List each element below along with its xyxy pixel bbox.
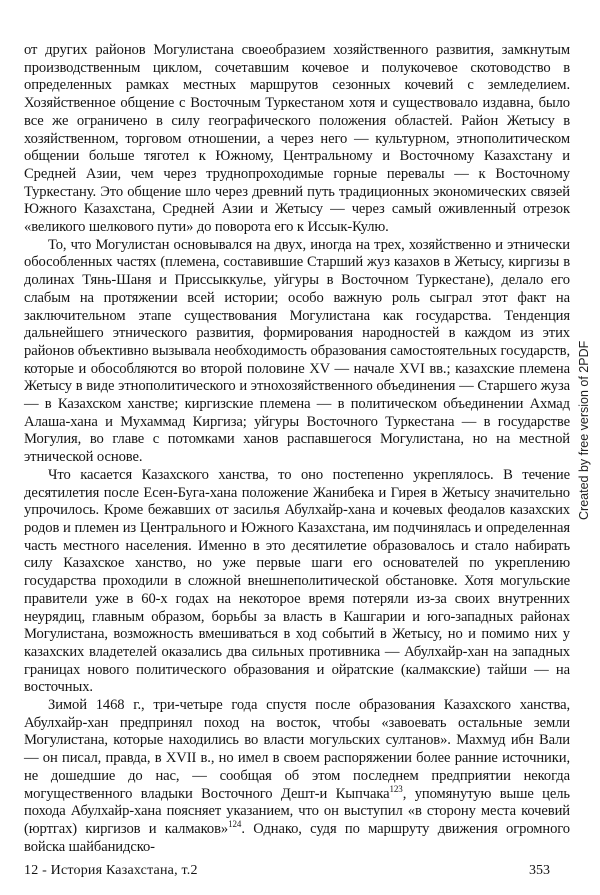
watermark: Created by free version of 2PDF [577, 340, 591, 520]
page-number: 353 [529, 863, 550, 878]
paragraph-2: То, что Могулистан основывался на двух, иногда на трех, хозяйственно и этнически обособленных частях (племена, составившие Старший жуз казахов в Жетысу, киргизы в долинах Тянь-Шаня и Приссыккулье, уйгуры в Восточном Туркестане), делало его слабым на протяжении всей истории; особо важную роль сыграл этот факт на заключительном этапе существования Могулистана как государства. Тенденция дальнейшего этнического развития, формирования народностей в каждом из этих районов объективно вызывала необходимость образования самостоятельных государств, которые и обособляются во второй половине XV — начале XVI вв.; казахские племена Жетысу в виде этнополитического и этнохозяйственного объединения — Старшего жуза — в Казахском ханстве; киргизские племена — в политическом объединении Ахмад Алаша-хана и Мухаммад Киргиза; уйгуры Восточного Туркестана — в государстве Могулия, во главе с потомками ханов распавшегося Могулистана, но на местной этнической основе. [24, 236, 570, 466]
footnote-ref-123: 123 [389, 783, 403, 794]
paragraph-1: от других районов Могулистана своеобразием хозяйственного развития, замкнутым производственным циклом, сочетавшим кочевое и полукочевое скотоводство в определенных рамках местных маршрутов сезонных кочевий с земледелием. Хозяйственное общение с Восточным Туркестаном хотя и существовало издавна, было все же ограничено в силу географического положения областей. Район Жетысу в хозяйственном, торговом отношении, а через него — культурном, этнополитическом общении больше тяготел к Южному, Центральному и Восточному Казахстану и Средней Азии, чем через труднопроходимые горные перевалы — к Восточному Туркестану. Это общение шло через древний путь традиционных экономических связей Южного Казахстана, Средней Азии и Жетысу — через самый оживленный отрезок «великого шелкового пути» до поворота его к Иссык-Кулю. [24, 42, 570, 236]
signature-mark: 12 - История Казахстана, т.2 [24, 863, 198, 878]
paragraph-4-part-a: Зимой 1468 г., три-четыре года спустя после образования Казахского ханства, Абулхайр-хан предпринял поход на восток, чтобы «завоевать остальные земли Могулистана, которые находились во власти могульских султанов». Махмуд ибн Вали — он писал, правда, в XVII в., но имел в своем распоряжении более ранние источники, не дошедшие до нас, — сообщая об этом последнем предприятии некогда могущественного владыки Восточного Дешт-и Кыпчака [24, 697, 570, 802]
paragraph-4 [24, 697, 570, 856]
body-text [24, 42, 570, 856]
paragraph-3: Что касается Казахского ханства, то оно постепенно укреплялось. В течение десятилетия после Есен-Буга-хана положение Жанибека и Гирея в Жетысу значительно упрочилось. Кроме бежавших от засилья Абулхайр-хана и кочевых феодалов казахских родов и племен из Центрального и Южного Казахстана, им подчинялась и определенная часть местного населения. Именно в это десятилетие образовалось и стало набирать силу Казахское ханство, но уже первые шаги его основателей по укреплению государства проходили в сложной внешнеполитической обстановке. Хотя могульские правители уже в 60-х годах на некоторое время потеряли из-за своих внутренних неурядиц, главным образом, борьбы за власть в Кашгарии и юго-западных районах Могулистана, возможность вмешиваться в ход событий в Жетысу, но и помимо них у казахских владетелей оказались два сильных противника — Абулхайр-хан на западных границах нового политического образования и ойратские (калмакские) тайши — на восточных. [24, 466, 570, 696]
paragraph-4-part-b: , упомянутую выше цель похода Абулхайр-хана поясняет указанием, что он выступил «в сторону места кочевий (юртгах) киргизов и калмаков» [24, 785, 570, 837]
paragraph-4-part-c: . Однако, судя по маршруту движения огромного войска шайбанидско- [24, 820, 570, 855]
footnote-ref-124: 124 [228, 819, 242, 830]
